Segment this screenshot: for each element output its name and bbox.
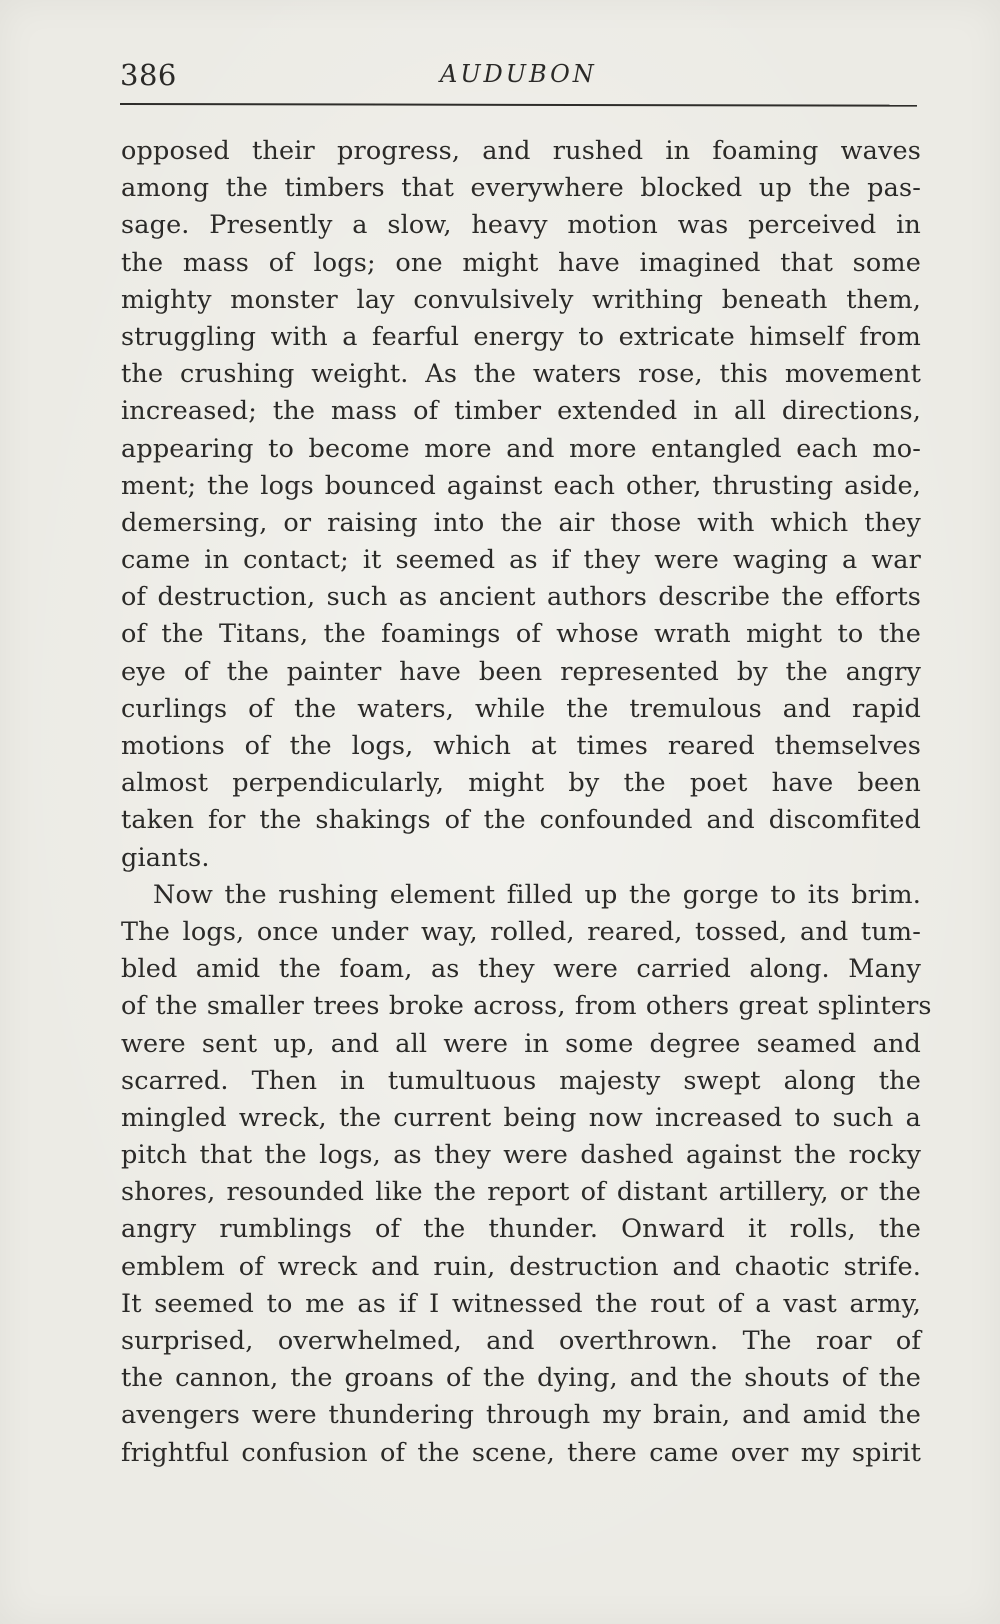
text-line: appearing to become more and more entangled each mo-: [121, 433, 921, 464]
text-line: opposed their progress, and rushed in foaming waves: [121, 136, 921, 166]
paragraph: [121, 877, 932, 1472]
text-line: pitch that the logs, as they were dashed against the rocky: [121, 1140, 921, 1171]
text-line: It seemed to me as if I witnessed the rout of a vast army,: [121, 1288, 921, 1319]
text-line: frightful confusion of the scene, there came over my spirit: [121, 1437, 921, 1468]
text-line: of the smaller trees broke across, from others great splinters: [121, 991, 932, 1022]
page-header: [120, 58, 916, 102]
text-line: struggling with a fearful energy to extricate himself from: [121, 321, 921, 352]
text-line: the crushing weight. As the waters rose, this movement: [121, 359, 921, 390]
text-line: the mass of logs; one might have imagined that some: [121, 247, 921, 278]
text-line: emblem of wreck and ruin, destruction and chaotic strife.: [121, 1251, 921, 1282]
text-line: increased; the mass of timber extended in all directions,: [121, 396, 921, 427]
body-text: [121, 133, 932, 1472]
text-line: the cannon, the groans of the dying, and the shouts of the: [121, 1363, 921, 1394]
text-line: mingled wreck, the current being now increased to such a: [121, 1102, 921, 1133]
text-line: curlings of the waters, while the tremulous and rapid: [121, 693, 921, 724]
text-line: among the timbers that everywhere blocked up the pas-: [121, 173, 921, 204]
text-line: shores, resounded like the report of distant artillery, or the: [121, 1177, 921, 1208]
text-line: demersing, or raising into the air those with which they: [121, 507, 921, 538]
text-line: almost perpendicularly, might by the poet have been: [121, 768, 921, 799]
text-line: ment; the logs bounced against each other, thrusting aside,: [121, 470, 921, 501]
text-line: surprised, overwhelmed, and overthrown. The roar of: [121, 1326, 921, 1356]
header-rule: [120, 103, 917, 107]
running-head: AUDUBON: [440, 60, 597, 88]
text-line: avengers were thundering through my brain, and amid the: [121, 1400, 921, 1431]
text-line: bled amid the foam, as they were carried along. Many: [121, 954, 921, 985]
text-line: scarred. Then in tumultuous majesty swept along the: [121, 1065, 921, 1096]
text-line: sage. Presently a slow, heavy motion was perceived in: [121, 210, 921, 241]
text-line: motions of the logs, which at times reared themselves: [121, 731, 921, 761]
text-line: Now the rushing element filled up the gorge to its brim.: [153, 879, 921, 910]
page-number: 386: [120, 58, 177, 92]
text-line: giants.: [121, 842, 210, 873]
text-line: mighty monster lay convulsively writhing beneath them,: [121, 284, 921, 315]
text-line: were sent up, and all were in some degree seamed and: [121, 1028, 921, 1059]
text-line: of the Titans, the foamings of whose wrath might to the: [121, 619, 921, 650]
text-line: angry rumblings of the thunder. Onward it rolls, the: [121, 1214, 921, 1245]
text-line: eye of the painter have been represented by the angry: [121, 656, 921, 687]
paragraph: [121, 133, 921, 877]
text-line: taken for the shakings of the confounded and discomfited: [121, 805, 921, 836]
text-line: The logs, once under way, rolled, reared, tossed, and tum-: [121, 916, 921, 947]
text-line: of destruction, such as ancient authors describe the efforts: [121, 582, 921, 613]
text-line: came in contact; it seemed as if they were waging a war: [121, 545, 921, 576]
